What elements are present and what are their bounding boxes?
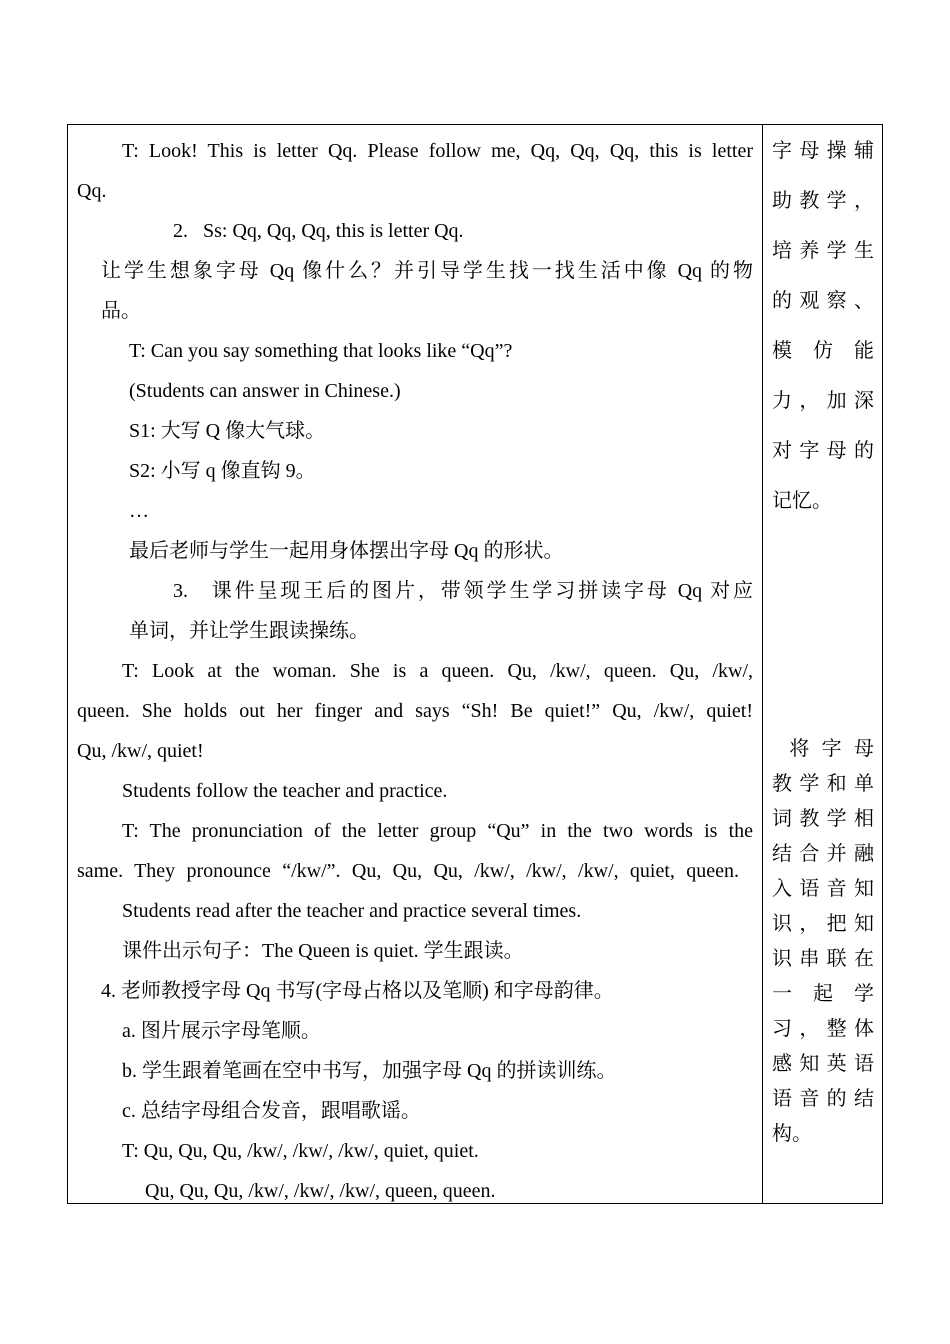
note-line: 将字母 — [772, 738, 874, 760]
text-line: Students follow the teacher and practice. — [122, 780, 448, 802]
design-intent-cell — [763, 125, 883, 1203]
text-line: 让学生想象字母 Qq 像什么？并引导学生找一找生活中像 Qq 的物 — [101, 260, 753, 282]
text-line: Qu, Qu, Qu, /kw/, /kw/, /kw/, queen, queen. — [145, 1180, 496, 1202]
list-item: 2. Ss: Qq, Qq, Qq, this is letter Qq. — [173, 220, 464, 242]
note-line: 构。 — [772, 1123, 812, 1145]
list-item: 3. 课件呈现王后的图片，带领学生学习拼读字母 Qq 对应 — [173, 580, 753, 602]
note-line: 记忆。 — [772, 490, 832, 512]
teaching-process-cell — [68, 125, 762, 1203]
text-line: Qu, /kw/, quiet! — [77, 740, 204, 762]
text-line: queen. She holds out her finger and says “Sh! Be quiet!” Qu, /kw/, quiet! — [77, 700, 753, 722]
note-line: 语音的结 — [772, 1088, 874, 1110]
text-line: Students read after the teacher and practice several times. — [122, 900, 582, 922]
text-line: 最后老师与学生一起用身体摆出字母 Qq 的形状。 — [129, 540, 564, 562]
note-line: 助教学， — [772, 190, 874, 212]
text-line: S2: 小写 q 像直钩 9。 — [129, 460, 316, 482]
list-item: b. 学生跟着笔画在空中书写，加强字母 Qq 的拼读训练。 — [122, 1060, 617, 1082]
note-line: 习，整体 — [772, 1018, 874, 1040]
note-line: 入语音知 — [772, 878, 874, 900]
text-line: 课件出示句子：The Queen is quiet. 学生跟读。 — [122, 940, 524, 962]
note-line: 培养学生 — [772, 240, 874, 262]
text-line: same. They pronounce “/kw/”. Qu, Qu, Qu, /kw/, /kw/, /kw/, quiet, queen. — [77, 860, 739, 882]
text-line: Qq. — [77, 180, 107, 202]
text-line: 品。 — [101, 300, 141, 322]
list-item: 4. 老师教授字母 Qq 书写(字母占格以及笔顺) 和字母韵律。 — [101, 980, 614, 1002]
note-line: 教学和单 — [772, 773, 874, 795]
note-line: 一 起 学 — [772, 983, 874, 1005]
note-line: 模 仿 能 — [772, 340, 874, 362]
note-line: 力，加深 — [772, 390, 874, 412]
lesson-plan-table — [67, 124, 883, 1204]
note-line: 词教学相 — [772, 808, 874, 830]
text-line: T: Qu, Qu, Qu, /kw/, /kw/, /kw/, quiet, quiet. — [122, 1140, 479, 1162]
text-line: T: Can you say something that looks like “Qq”? — [129, 340, 513, 362]
text-line: T: Look at the woman. She is a queen. Qu, /kw/, queen. Qu, /kw/, — [122, 660, 753, 682]
text-line: T: Look! This is letter Qq. Please follow me, Qq, Qq, Qq, this is letter — [122, 140, 753, 162]
text-line: (Students can answer in Chinese.) — [129, 380, 401, 402]
list-item: a. 图片展示字母笔顺。 — [122, 1020, 321, 1042]
note-line: 识，把知 — [772, 913, 874, 935]
text-line: 单词，并让学生跟读操练。 — [129, 620, 369, 642]
text-line: … — [129, 500, 149, 522]
note-line: 感知英语 — [772, 1053, 874, 1075]
note-line: 识串联在 — [772, 948, 874, 970]
list-item: c. 总结字母组合发音，跟唱歌谣。 — [122, 1100, 421, 1122]
note-line: 对字母的 — [772, 440, 874, 462]
note-line: 字母操辅 — [772, 140, 874, 162]
text-line: T: The pronunciation of the letter group “Qu” in the two words is the — [122, 820, 753, 842]
note-line: 结合并融 — [772, 843, 874, 865]
note-line: 的观察、 — [772, 290, 874, 312]
text-line: S1: 大写 Q 像大气球。 — [129, 420, 326, 442]
